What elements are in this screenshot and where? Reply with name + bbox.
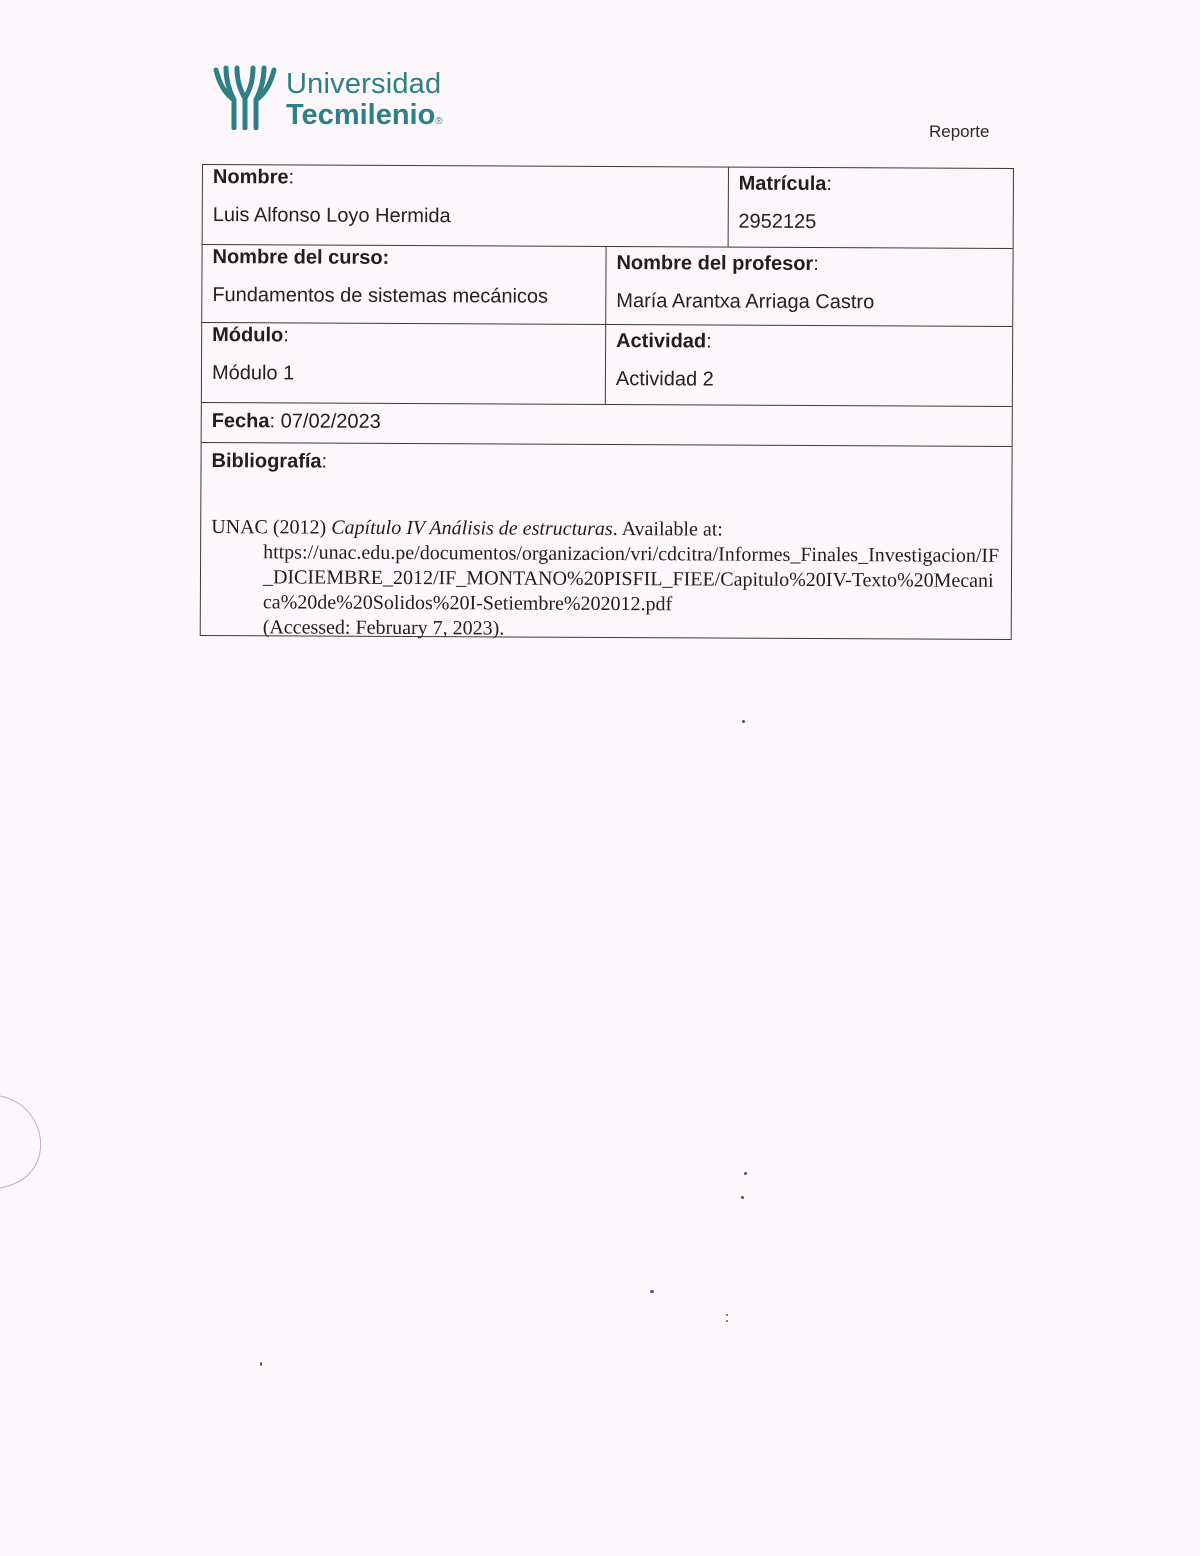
scan-speck	[260, 1362, 262, 1366]
bibliografia-cell	[201, 443, 1012, 639]
bibliography-entry	[211, 515, 1002, 644]
profesor-value: María Arantxa Arriaga Castro	[616, 290, 875, 314]
nombre-cell	[203, 165, 728, 247]
modulo-label: Módulo:	[212, 324, 289, 347]
logo-line-tecmilenio: Tecmilenio®	[286, 99, 443, 131]
table-row	[202, 245, 1012, 327]
table-row	[202, 403, 1012, 447]
scan-speck	[744, 1172, 747, 1175]
actividad-cell	[605, 325, 1012, 406]
bibliography-first-line: UNAC (2012) Capítulo IV Análisis de estructuras. Available at:	[211, 516, 723, 541]
curso-label: Nombre del curso:	[212, 246, 390, 269]
modulo-value: Módulo 1	[211, 362, 295, 385]
bibliography-title: Capítulo IV Análisis de estructuras	[331, 516, 613, 541]
bibliografia-label: Bibliografía:	[211, 450, 328, 473]
bibliography-url: https://unac.edu.pe/documentos/organizacion/vri/cdcitra/Informes_Finales_Investigacion/IF_DICIEMBRE_2012/IF_MONTANO%20PISFIL_FIEE/Capitulo%20IV-Texto%20Mecanica%20de%20Solidos%20I-Setiembre%202012.pdf	[262, 541, 1000, 616]
scan-edge-mark	[0, 1090, 50, 1200]
scan-speck	[741, 1196, 744, 1199]
table-row	[203, 165, 1013, 249]
curso-value: Fundamentos de sistemas mecánicos	[212, 284, 549, 308]
nombre-label: Nombre:	[212, 166, 295, 189]
profesor-label: Nombre del profesor:	[616, 252, 819, 276]
scan-speck	[742, 720, 745, 723]
document-type-label: Reporte	[929, 122, 990, 141]
university-logo	[212, 64, 443, 130]
logo-line-universidad: Universidad	[286, 68, 442, 100]
fecha-value: 07/02/2023	[280, 410, 381, 433]
scan-speck	[650, 1290, 654, 1293]
fecha-label: Fecha: 07/02/2023	[211, 410, 381, 433]
scan-speck	[726, 1320, 728, 1322]
info-table	[200, 164, 1014, 640]
matricula-label: Matrícula:	[738, 172, 833, 196]
curso-cell	[202, 245, 605, 324]
fecha-cell	[202, 403, 1012, 446]
profesor-cell	[605, 247, 1012, 326]
actividad-label: Actividad:	[616, 330, 712, 353]
actividad-value: Actividad 2	[615, 368, 714, 391]
bibliography-accessed: (Accessed: February 7, 2023).	[262, 616, 505, 640]
table-row	[201, 443, 1012, 639]
modulo-cell	[202, 323, 605, 404]
tecmilenio-logo-icon	[212, 64, 278, 130]
nombre-value: Luis Alfonso Loyo Hermida	[212, 204, 451, 228]
matricula-cell	[727, 168, 1013, 248]
table-row	[202, 323, 1012, 407]
scan-speck	[726, 1314, 728, 1316]
matricula-value: 2952125	[738, 210, 817, 234]
